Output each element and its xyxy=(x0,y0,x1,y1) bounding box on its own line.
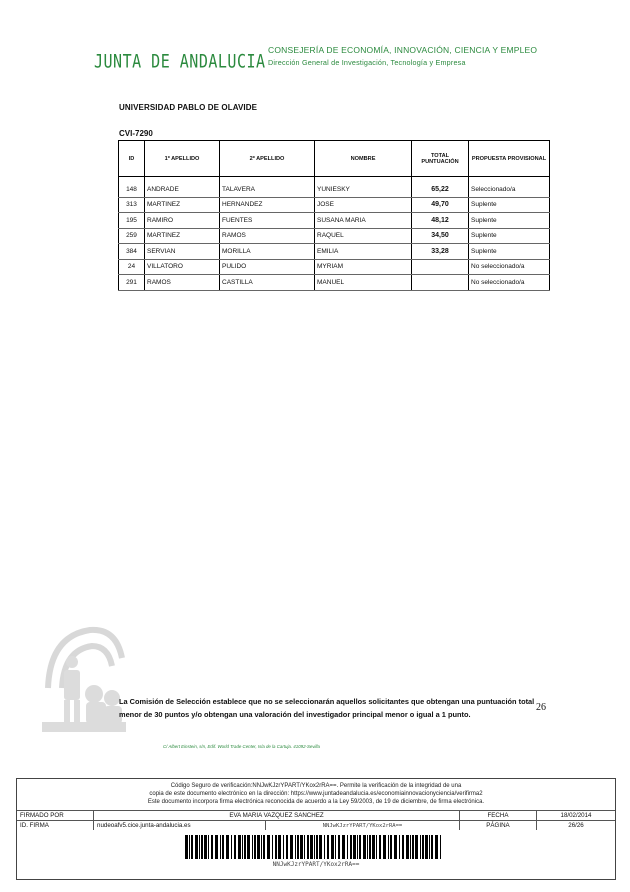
verification-line-1: Código Seguro de verificación:NNJwKJzrYPART/YKox2rRA==. Permite la verificación de la integridad de una xyxy=(170,783,462,789)
firmado-value: EVA MARIA VAZQUEZ SANCHEZ xyxy=(94,811,460,821)
cell-nombre: MANUEL xyxy=(315,275,412,291)
cell-id: 195 xyxy=(119,213,145,229)
cell-apellido1: MARTINEZ xyxy=(145,197,220,213)
cell-propuesta: Suplente xyxy=(469,197,550,213)
cell-nombre: JOSE xyxy=(315,197,412,213)
project-code: CVI-7290 xyxy=(119,129,153,138)
cell-puntuacion: 49,70 xyxy=(412,197,469,213)
col-header-nombre: NOMBRE xyxy=(315,141,412,177)
signature-row-signer xyxy=(17,811,615,821)
university-heading: UNIVERSIDAD PABLO DE OLAVIDE xyxy=(119,103,258,112)
cell-id: 313 xyxy=(119,197,145,213)
signature-footer xyxy=(16,778,616,880)
fecha-label: FECHA xyxy=(460,811,537,821)
cell-apellido1: SERVIAN xyxy=(145,244,220,260)
idfirma-label: ID. FIRMA xyxy=(17,821,94,831)
table-row xyxy=(119,228,550,244)
cell-puntuacion xyxy=(412,275,469,291)
cell-propuesta: Suplente xyxy=(469,244,550,260)
cell-id: 384 xyxy=(119,244,145,260)
cell-apellido2: RAMOS xyxy=(220,228,315,244)
andalucia-emblem xyxy=(40,618,128,736)
cell-apellido1: VILLATORO xyxy=(145,259,220,275)
col-header-apellido1: 1º APELLIDO xyxy=(145,141,220,177)
cell-apellido1: RAMOS xyxy=(145,275,220,291)
cell-apellido2: CASTILLA xyxy=(220,275,315,291)
table-row xyxy=(119,259,550,275)
department-subtitle: Dirección General de Investigación, Tecnología y Empresa xyxy=(268,58,466,67)
page-number: 26 xyxy=(536,702,546,713)
table-row xyxy=(119,244,550,260)
verification-line-2: copia de este documento electrónico en la dirección: https://www.juntadeandalucia.es/economiainnovacionyciencia/verifirma2 xyxy=(149,791,483,797)
cell-id: 24 xyxy=(119,259,145,275)
idfirma-value: nudeoafv5.cice.junta-andalucia.es xyxy=(94,821,266,831)
signature-row-id xyxy=(17,821,615,831)
cell-id: 259 xyxy=(119,228,145,244)
table-row xyxy=(119,182,550,197)
idfirma-code: NNJwKJzrYPART/YKox2rRA== xyxy=(266,821,460,831)
cell-apellido2: TALAVERA xyxy=(220,182,315,197)
fecha-value: 18/02/2014 xyxy=(537,811,616,821)
cell-puntuacion: 48,12 xyxy=(412,213,469,229)
table-row xyxy=(119,275,550,291)
address-line: C/ Albert Einstein, s/n, Edif. World Trade Center, Isla de la Cartuja. 41092-Sevilla xyxy=(163,744,320,749)
cell-nombre: EMILIA xyxy=(315,244,412,260)
cell-propuesta: No seleccionado/a xyxy=(469,275,550,291)
table-row xyxy=(119,213,550,229)
cell-apellido2: MORILLA xyxy=(220,244,315,260)
cell-puntuacion: 33,28 xyxy=(412,244,469,260)
cell-puntuacion: 34,50 xyxy=(412,228,469,244)
cell-apellido1: MARTINEZ xyxy=(145,228,220,244)
verification-line-3: Este documento incorpora firma electrónica reconocida de acuerdo a la Ley 59/2003, de 19 de diciembre, de firma electrónica. xyxy=(147,799,485,805)
selection-note: La Comisión de Selección establece que no se seleccionarán aquellos solicitantes que obtengan una puntuación total menor de 30 puntos y/o obtengan una valoración del investigador principal menor o igual a 1 punto. xyxy=(119,697,535,719)
pagina-value: 26/26 xyxy=(537,821,616,831)
cell-id: 148 xyxy=(119,182,145,197)
col-header-apellido2: 2º APELLIDO xyxy=(220,141,315,177)
cell-apellido1: ANDRADE xyxy=(145,182,220,197)
cell-apellido2: FUENTES xyxy=(220,213,315,229)
col-header-propuesta: PROPUESTA PROVISIONAL xyxy=(469,141,550,177)
junta-logo: JUNTA DE ANDALUCIA xyxy=(94,50,266,73)
cell-nombre: MYRIAM xyxy=(315,259,412,275)
cell-propuesta: Seleccionado/a xyxy=(469,182,550,197)
cell-puntuacion: 65,22 xyxy=(412,182,469,197)
cell-propuesta: Suplente xyxy=(469,228,550,244)
col-header-puntuacion: TOTAL PUNTUACIÓN xyxy=(412,141,469,177)
cell-nombre: RAQUEL xyxy=(315,228,412,244)
cell-nombre: SUSANA MARIA xyxy=(315,213,412,229)
cell-propuesta: No seleccionado/a xyxy=(469,259,550,275)
verification-barcode xyxy=(185,835,447,859)
cell-nombre: YUNIESKY xyxy=(315,182,412,197)
signature-table xyxy=(17,810,615,830)
department-title: CONSEJERÍA DE ECONOMÍA, INNOVACIÓN, CIENCIA Y EMPLEO xyxy=(268,45,538,55)
cell-apellido2: PULIDO xyxy=(220,259,315,275)
cell-puntuacion xyxy=(412,259,469,275)
firmado-label: FIRMADO POR xyxy=(17,811,94,821)
table-row xyxy=(119,197,550,213)
table-header-row xyxy=(119,141,550,177)
cell-apellido1: RAMIRO xyxy=(145,213,220,229)
cell-propuesta: Suplente xyxy=(469,213,550,229)
cell-apellido2: HERNANDEZ xyxy=(220,197,315,213)
cell-id: 291 xyxy=(119,275,145,291)
barcode-text: NNJwKJzrYPART/YKox2rRA== xyxy=(272,861,360,868)
candidates-table xyxy=(118,140,550,291)
pagina-label: PÁGINA xyxy=(460,821,537,831)
col-header-id: ID xyxy=(119,141,145,177)
